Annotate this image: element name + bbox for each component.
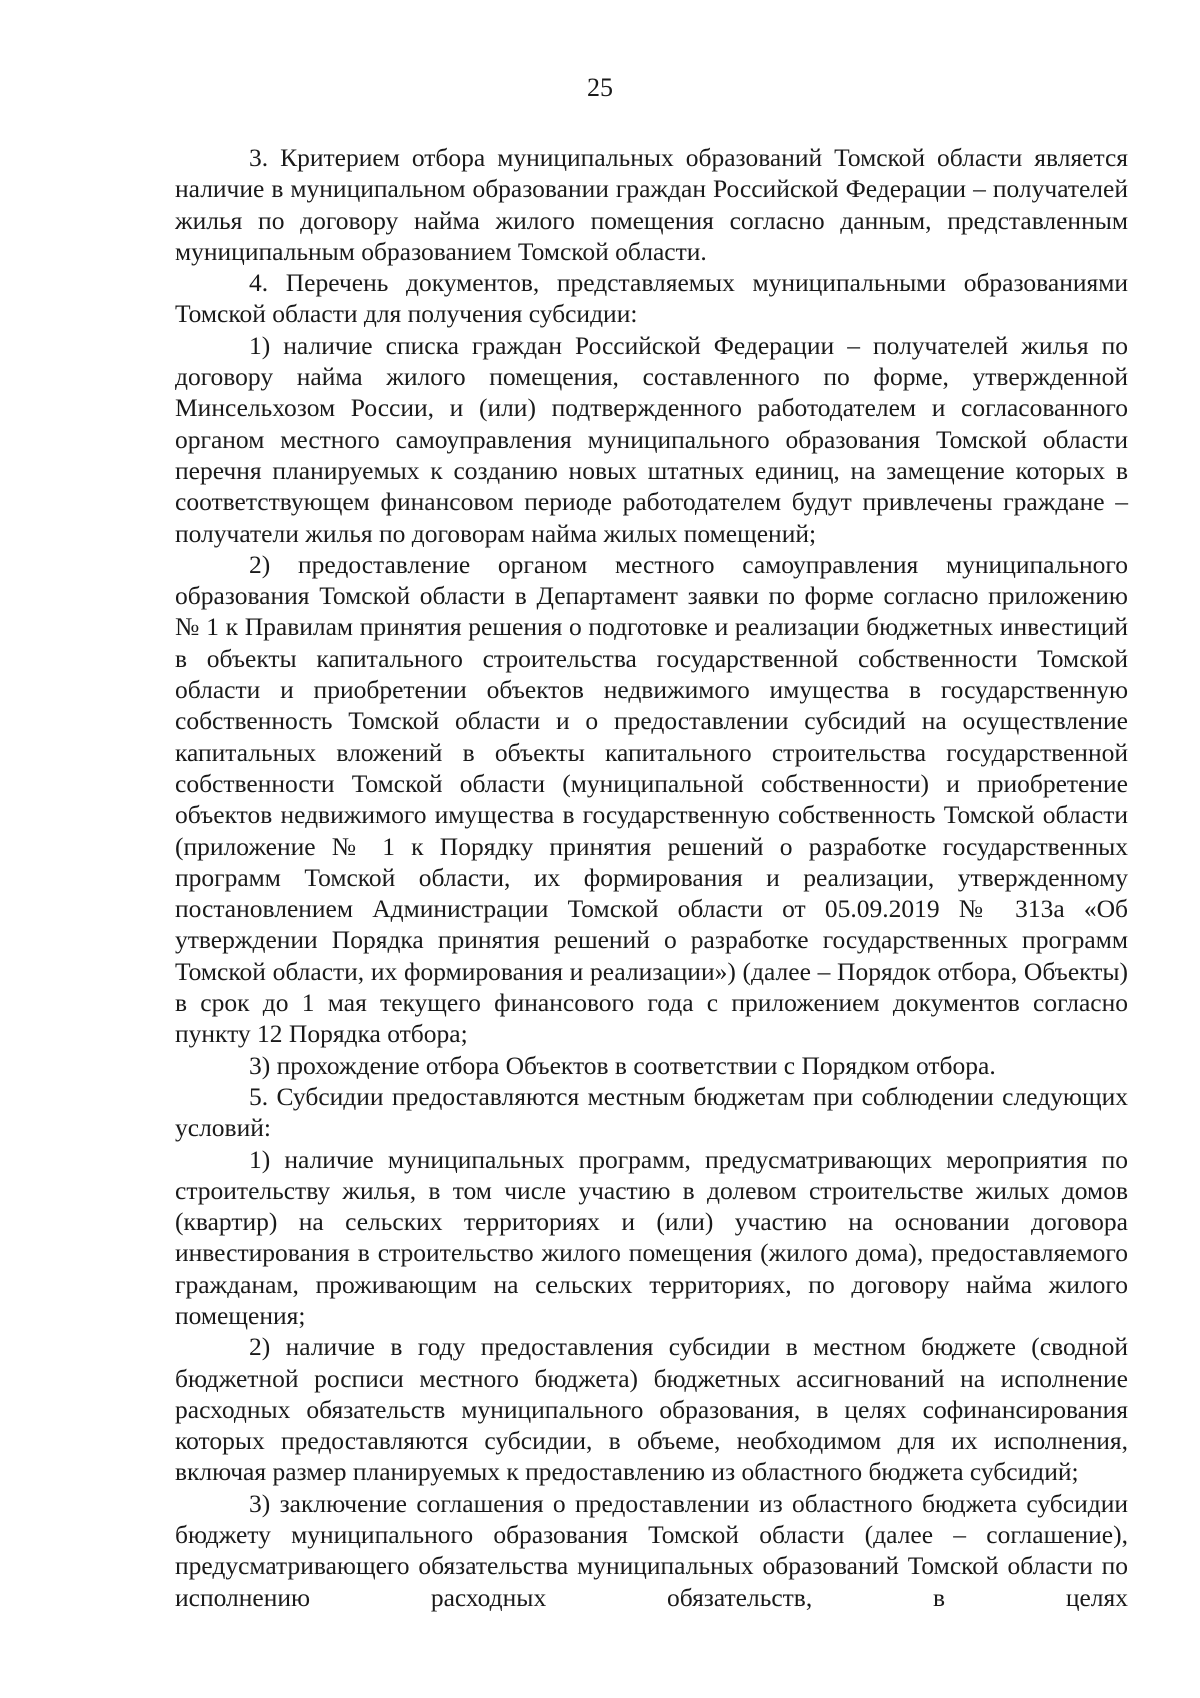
paragraph-condition-agreement: 3) заключение соглашения о предоставлении из областного бюджета субсидии бюджету муниципального образования Томской области (далее – соглашение), предусматривающего обязательства муниципальных образований Томской области по исполнению расходных обязательств, в целях — [175, 1488, 1128, 1612]
paragraph-conditions: 5. Субсидии предоставляются местным бюджетам при соблюдении следующих условий: — [175, 1081, 1128, 1143]
paragraph-criterion: 3. Критерием отбора муниципальных образований Томской области является наличие в муниципальном образовании граждан Российской Федерации – получателей жилья по договору найма жилого помещения согласно данным, представленным муниципальным образованием Томской области. — [175, 143, 1128, 266]
paragraph-condition-programs: 1) наличие муниципальных программ, предусматривающих мероприятия по строительству жилья, в том числе участию в долевом строительстве жилых домов (квартир) на сельских территориях и (или) участию на основании договора инвестирования в строительство жилого помещения (жилого дома), предоставляемого гражданам, проживающим на сельских территориях, по договору найма жилого помещения; — [175, 1144, 1128, 1330]
paragraph-condition-budget: 2) наличие в году предоставления субсидии в местном бюджете (сводной бюджетной росписи местного бюджета) бюджетных ассигнований на исполнение расходных обязательств муниципального образования, в целях софинансирования которых предоставляются субсидии, в объеме, необходимом для их исполнения, включая размер планируемых к предоставлению из областного бюджета субсидий; — [175, 1332, 1128, 1487]
paragraph-item-citizens-list: 1) наличие списка граждан Российской Федерации – получателей жилья по договору найма жилого помещения, составленного по форме, утвержденной Минсельхозом России, и (или) подтвержденного работодателем и согласованного органом местного самоуправления муниципального образования Томской области перечня планируемых к созданию новых штатных единиц, на замещение которых в соответствующем финансовом периоде работодателем будут привлечены граждане – получатели жилья по договорам найма жилых помещений; — [175, 330, 1128, 548]
paragraph-item-selection: 3) прохождение отбора Объектов в соответствии с Порядком отбора. — [249, 1050, 996, 1080]
paragraph-item-application: 2) предоставление органом местного самоуправления муниципального образования Томской области в Департамент заявки по форме согласно приложению № 1 к Правилам принятия решения о подготовке и реализации бюджетных инвестиций в объекты капитального строительства государственной собственности Томской области и приобретении объектов недвижимого имущества в государственную собственность Томской области и о предоставлении субсидий на осуществление капитальных вложений в объекты капитального строительства государственной собственности Томской области (муниципальной собственности) и приобретение объектов недвижимого имущества в государственную собственность Томской области (приложение № 1 к Порядку принятия решений о разработке государственных программ Томской области, их формирования и реализации, утвержденному постановлением Администрации Томской области от 05.09.2019 № 313а «Об утверждении Порядка принятия решений о разработке государственных программ Томской области, их формирования и реализации») (далее – Порядок отбора, Объекты) в срок до 1 мая текущего финансового года с приложением документов согласно пункту 12 Порядка отбора; — [175, 549, 1128, 1049]
document-body — [175, 142, 1128, 1613]
page-number: 25 — [587, 73, 613, 102]
paragraph-documents-list: 4. Перечень документов, представляемых муниципальными образованиями Томской области для получения субсидии: — [175, 268, 1128, 329]
